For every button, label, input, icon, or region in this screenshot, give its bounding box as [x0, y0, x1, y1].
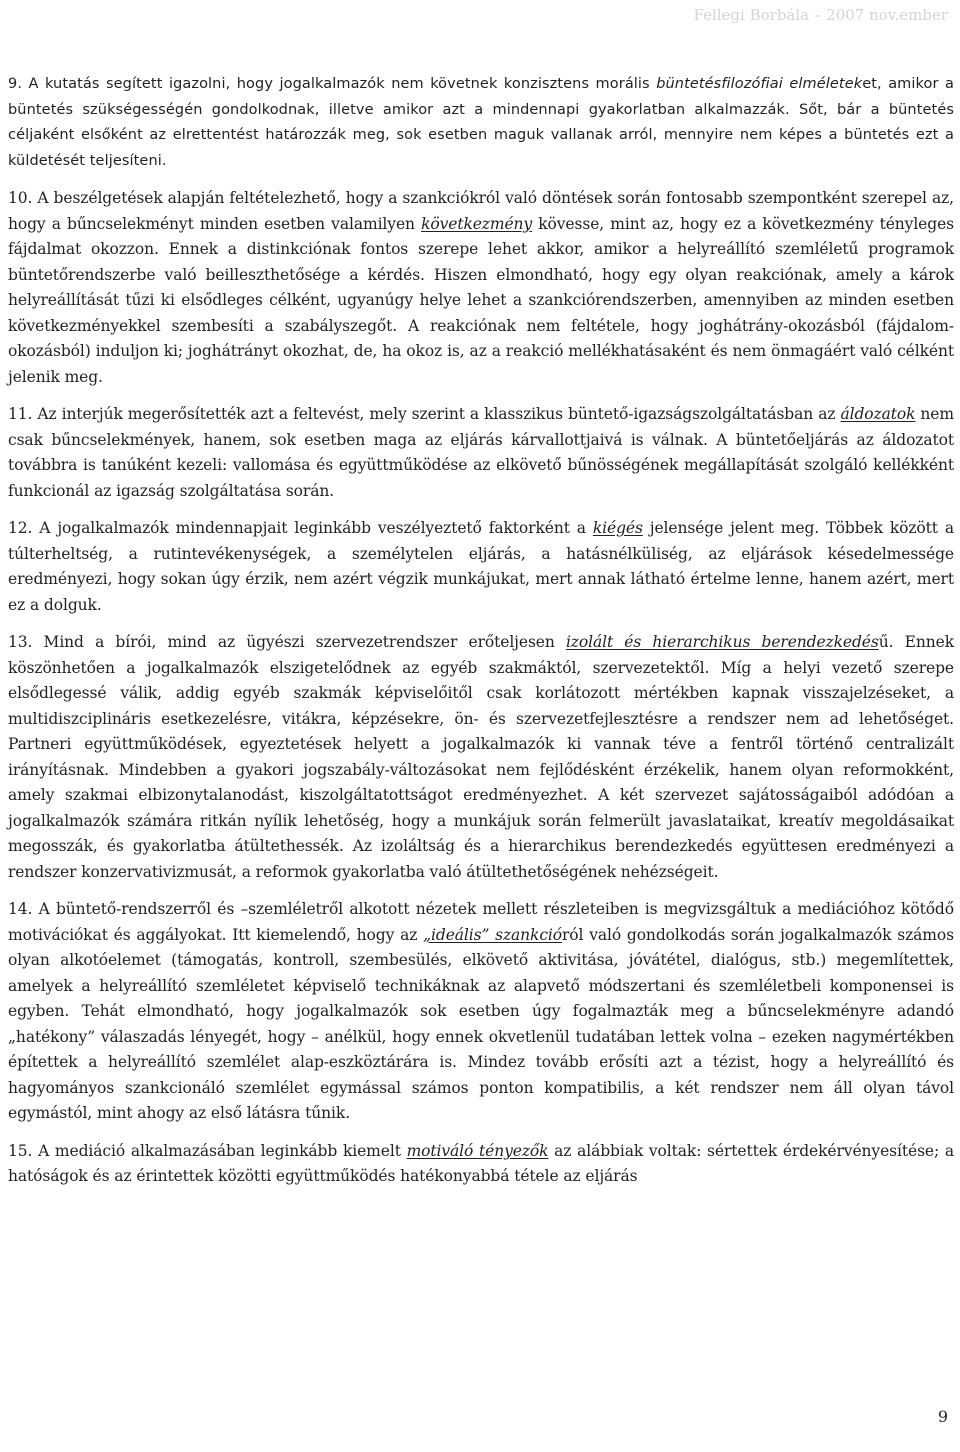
- text-segment: ról való gondolkodás során jogalkalmazók számos olyan alkotóelemet (támogatás, kontroll, szembesülés, elkövető aktivitása, jóvátétel, dialógus, stb.) megemlítettek, amelyek a helyreállító szemléletet képviselő technikáknak az alapvető módszertani és szemléletbeli komponensei is egyben. Tehát elmondható, hogy jogalkalmazók sok esetben úgy fogalmazták meg a bűncselekményre adandó „hatékony” válaszadás lényegét, hogy – anélkül, hogy ennek okvetlenül tudatában lettek volna – ezeken nagymértékben építettek a helyreállító szemlélet alap-eszköztárára is. Mindez tovább erősíti azt a tézist, hogy a helyreállító és hagyományos szankcionáló szemlélet egymással számos ponton kompatibilis, a két rendszer nem áll olyan távol egymástól, mint ahogy az első látásra tűnik.: [8, 925, 954, 1122]
- emphasized-term: következmény: [421, 214, 533, 233]
- paragraph-number: 11.: [8, 405, 33, 423]
- text-segment: A kutatás segített igazolni, hogy jogalkalmazók nem követnek konzisztens morális: [22, 76, 657, 92]
- paragraph-number: 14.: [8, 900, 33, 918]
- paragraph-number: 9.: [8, 76, 23, 92]
- paragraph-p14: [8, 897, 954, 1127]
- text-segment: A jogalkalmazók mindennapjait leginkább veszélyeztető faktorként a: [32, 519, 593, 537]
- text-segment: A beszélgetések alapján feltételezhető, hogy a szankciókról való döntések során fontosabb szempontként szerepel az, hogy a bűncselekményt minden esetben valamilyen: [8, 189, 954, 233]
- text-segment: A mediáció alkalmazásában leginkább kiemelt: [32, 1141, 407, 1160]
- text-segment: kövesse, mint az, hogy ez a következmény tényleges fájdalmat okozzon. Ennek a distinkciónak fontos szerepe lehet akkor, amikor a helyreállító szemléletű programok büntetőrendszerbe való beilleszthetősége a kérdés. Hiszen elmondható, hogy egy olyan reakciónak, amely a károk helyreállítását tűzi ki elsődleges célként, ugyanúgy helye lehet a szankciórendszerben, amennyiben az minden esetben következményekkel szembesíti a szabályszegőt. A reakciónak nem feltétele, hogy joghátrány-okozásból (fájdalom-okozásból) induljon ki; joghátrányt okozhat, de, ha okoz is, az a reakció mellékhatásaként és nem önmagáért való célként jelenik meg.: [8, 214, 954, 386]
- emphasized-term: kiégés: [592, 519, 643, 537]
- paragraph-number: 15.: [8, 1141, 33, 1160]
- emphasized-term: „ideális” szankció: [423, 925, 562, 944]
- paragraph-p13: [8, 630, 954, 885]
- text-segment: Mind a bírói, mind az ügyészi szervezetrendszer erőteljesen: [32, 633, 566, 651]
- paragraph-p9: [8, 72, 954, 174]
- document-body: [8, 72, 954, 1202]
- paragraph-number: 12.: [8, 519, 33, 537]
- text-segment: Az interjúk megerősítették azt a feltevést, mely szerint a klasszikus büntető-igazságszolgáltatásban az: [32, 405, 841, 423]
- page-number: 9: [937, 1407, 948, 1426]
- text-segment: A büntető-rendszerről és –szemléletről alkotott nézetek mellett részleteiben is megvizsgáltuk a mediációhoz kötődő motivációkat és aggályokat. Itt kiemelendő, hogy az: [8, 900, 954, 944]
- emphasized-term: izolált és hierarchikus berendezkedés: [565, 633, 879, 651]
- running-header: Fellegi Borbála – 2007 nov.ember: [693, 6, 948, 24]
- paragraph-p11: [8, 402, 954, 504]
- paragraph-p15: [8, 1139, 954, 1190]
- text-segment: ű. Ennek köszönhetően a jogalkalmazók elszigetelődnek az egyéb szakmáktól, szervezetektől. Míg a helyi vezető szerepe elsődlegessé válik, addig egyéb szakmák képviselőitől csak korlátozott mértékben kapnak visszajelzéseket, a multidiszciplináris esetkezelésre, vitákra, képzésekre, ön- és szervezetfejlesztésre a rendszer nem ad lehetőséget. Partneri együttműködések, egyeztetések helyett a jogalkalmazók ki vannak téve a fentről történő centralizált irányításnak. Mindebben a gyakori jogszabály-változásokat nem fejlődésként érzékelik, hanem olyan reformokként, amely szakmai elbizonytalanodást, kiszolgáltatottságot eredményezhet. A két szervezet sajátosságaiból adódóan a jogalkalmazók számára ritkán nyílik lehetőség, hogy a munkájuk során felmerült javaslataikat, kreatív megoldásaikat megosszák, és gyakorlatba átültethessék. Az izoláltság és a hierarchikus berendezkedés együttesen eredményezi a rendszer konzervativizmusát, a reformok gyakorlatba való átültethetőségének nehézségeit.: [8, 633, 954, 881]
- emphasized-term: büntetésfilozófiai elméletek: [656, 76, 863, 92]
- emphasized-term: áldozatok: [840, 405, 916, 423]
- paragraph-p12: [8, 516, 954, 618]
- text-segment: nem csak bűncselekmények, hanem, sok esetben maga az eljárás kárvallottjaivá is válnak. A büntetőeljárás az áldozatot továbbra is tanúként kezeli: vallomása és együttműködése az elkövető bűnösségének megállapítását szolgáló kellékként funkcionál az igazság szolgáltatása során.: [8, 405, 954, 500]
- text-segment: et, amikor a büntetés szükségességén gondolkodnak, illetve amikor azt a mindennapi gyakorlatban alkalmazzák. Sőt, bár a büntetés céljaként elsőként az elrettentést határozzák meg, sok esetben maguk vallanak arról, mennyire nem képes a büntetés ezt a küldetését teljesíteni.: [8, 76, 954, 169]
- paragraph-p10: [8, 186, 954, 390]
- emphasized-term: motiváló tényezők: [406, 1141, 549, 1160]
- paragraph-number: 10.: [8, 189, 33, 207]
- text-segment: jelensége jelent meg. Többek között a túlterheltség, a rutintevékenységek, a személytelen eljárás, a hatásnélküliség, az eljárások késedelmessége eredményezi, hogy sokan úgy érzik, nem azért végzik munkájukat, mert annak látható értelme lenne, hanem azért, mert ez a dolguk.: [8, 519, 954, 614]
- paragraph-number: 13.: [8, 633, 33, 651]
- text-segment: az alábbiak voltak: sértettek érdekérvényesítése; a hatóságok és az érintettek közötti együttműködés hatékonyabbá tétele az eljárás: [8, 1141, 954, 1185]
